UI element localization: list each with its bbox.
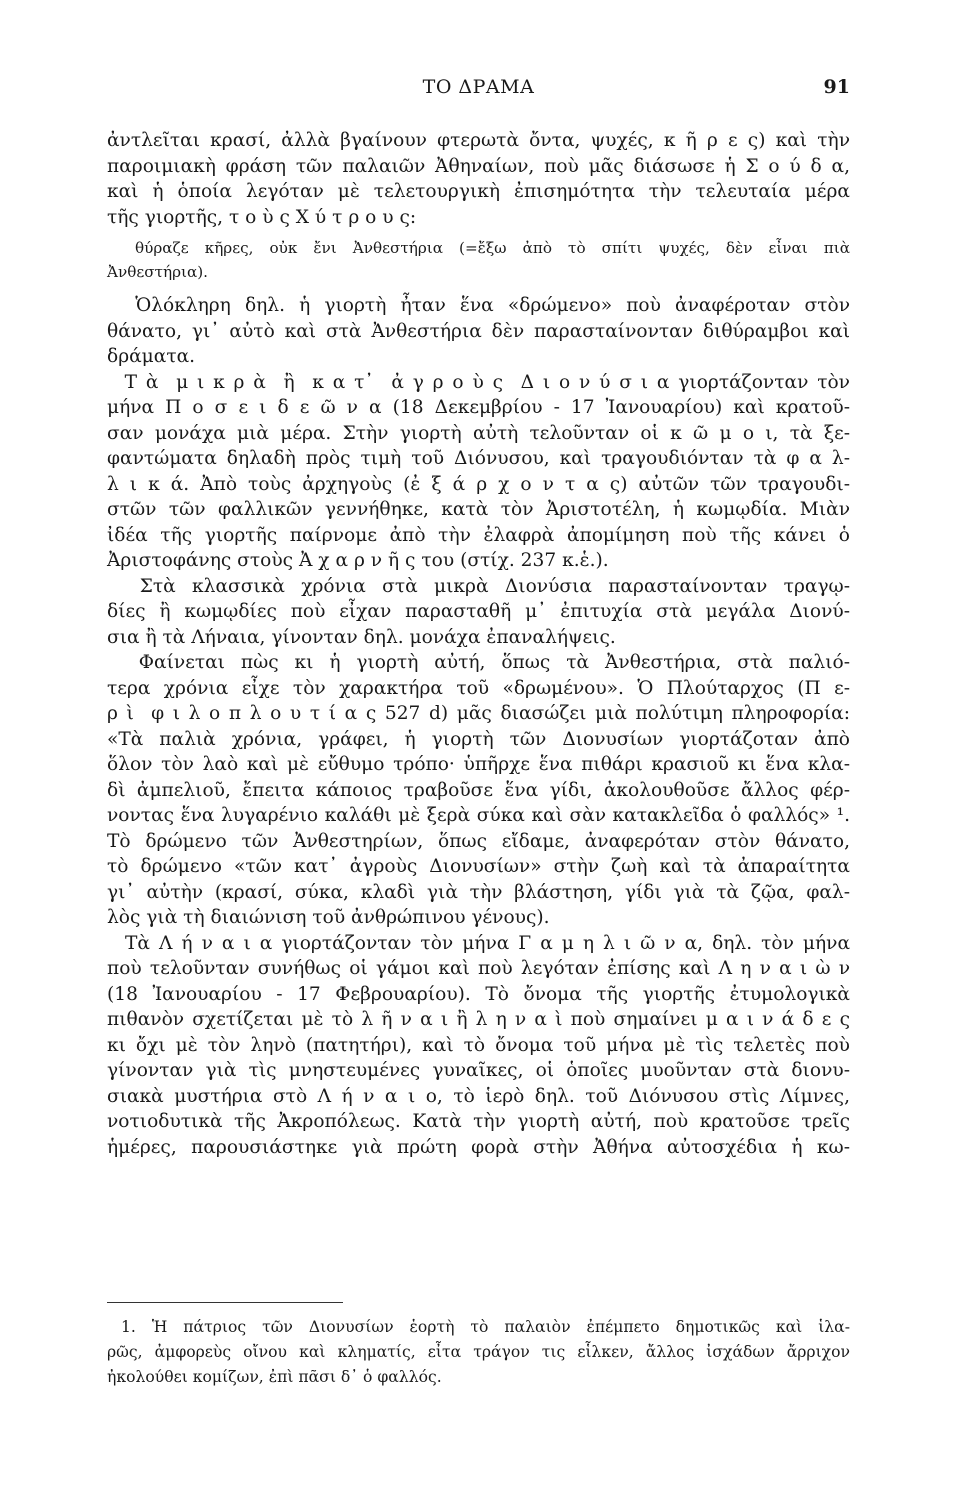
text-line: πιθανὸν σχετίζεται μὲ τὸ λ ῆ ν α ι ἢ λ η ν α ὶ ποὺ σημαίνει μ α ι ν ά δ ε ς [107, 1009, 850, 1030]
text-line: Τ ὰ μ ι κ ρ ὰ ἢ κ α τ᾽ ἀ γ ρ ο ὺ ς Δ ι ο ν ύ σ ι α γιορτάζονταν τὸν [107, 371, 850, 393]
text-line: ποὺ τελοῦνταν συνήθως οἱ γάμοι καὶ ποὺ λεγόταν ἐπίσης καὶ Λ η ν α ι ὼ ν [107, 958, 850, 979]
running-title: ΤΟ ΔΡΑΜΑ [422, 76, 535, 98]
text-line: Φαίνεται πὼς κι ἡ γιορτὴ αὐτή, ὅπως τὰ Ἀνθεστήρια, στὰ παλιό- [107, 652, 850, 673]
text-line: φαντώματα δηλαδὴ πρὸς τιμὴ τοῦ Διόνυσου, καὶ τραγουδιόνταν τὰ φ α λ- [107, 448, 850, 469]
text-line: ὅλον τὸν λαὸ καὶ μὲ εὔθυμο τρόπο· ὑπῆρχε ἕνα πιθάρι κρασιοῦ κι ἕνα κλα- [107, 754, 850, 775]
text-line: κι ὄχι μὲ τὸν ληνὸ (πατητήρι), καὶ τὸ ὄνομα τοῦ μήνα μὲ τὶς τελετὲς ποὺ [107, 1034, 850, 1056]
text-line: Τὰ Λ ή ν α ι α γιορτάζονταν τὸν μήνα Γ α μ η λ ι ῶ ν α, δηλ. τὸν μήνα [107, 932, 850, 954]
text-line: σαν μονάχα μιὰ μέρα. Στὴν γιορτὴ αὐτὴ τελοῦνταν οἱ κ ῶ μ ο ι, τὰ ξε- [107, 422, 850, 444]
page-number: 91 [823, 76, 850, 98]
text-line: νοτιοδυτικὰ τῆς Ἀκροπόλεως. Κατὰ τὴν γιορτὴ αὐτή, ποὺ κρατοῦσε τρεῖς [107, 1111, 850, 1132]
footnote-line: ἠκολούθει κομίζων, ἐπὶ πᾶσι δ᾽ ὁ φαλλός. [107, 1368, 442, 1386]
text-line: ρ ὶ φ ι λ ο π λ ο υ τ ί α ς 527 d) μᾶς διασώζει μιὰ πολύτιμη πληροφορία: [107, 703, 850, 724]
text-line: στῶν τῶν φαλλικῶν γεννήθηκε, κατὰ τὸν Ἀριστοτέλη, ἡ κωμῳδία. Μιὰν [107, 499, 850, 520]
footnote-line: 1. Ἡ πάτριος τῶν Διονυσίων ἑορτὴ τὸ παλαιὸν ἐπέμπετο δημοτικῶς καὶ ἱλα- [121, 1318, 850, 1336]
text-line: Ὁλόκληρη δηλ. ἡ γιορτὴ ἦταν ἕνα «δρώμενο» ποὺ ἀναφέροταν στὸν [107, 295, 850, 316]
text-line: (18 Ἰανουαρίου - 17 Φεβρουαρίου). Τὸ ὄνομα τῆς γιορτῆς ἐτυμολογικὰ [107, 983, 850, 1005]
text-line: λὸς γιὰ τὴ διαιώνιση τοῦ ἀνθρώπινου γένους). [107, 907, 550, 928]
text-line: σια ἢ τὰ Λήναια, γίνονταν δηλ. μονάχα ἐπαναλήψεις. [107, 626, 616, 648]
quote-line: θύραζε κῆρες, οὐκ ἔνι Ἀνθεστήρια (=ἔξω ἀπὸ τὸ σπίτι ψυχές, δὲν εἶναι πιὰ [135, 239, 850, 257]
text-line: δίες ἢ κωμῳδίες ποὺ εἶχαν παρασταθῆ μ᾽ ἐπιτυχία στὰ μεγάλα Διονύ- [107, 601, 850, 622]
quote-line: Ἀνθεστήρια). [107, 263, 208, 281]
footnote-line: ρῶς, ἀμφορεὺς οἴνου καὶ κληματίς, εἶτα τράγον τις εἷλκεν, ἄλλος ἰσχάδων ἄρριχον [107, 1343, 850, 1361]
body-text [107, 128, 850, 1160]
text-line: Τὸ δρώμενο τῶν Ἀνθεστηρίων, ὅπως εἴδαμε, ἀναφερόταν στὸν θάνατο, [107, 830, 850, 852]
text-line: νοντας ἕνα λυγαρένιο καλάθι μὲ ξερὰ σύκα καὶ σὰν κατακλεῖδα ὁ φαλλός» ¹. [107, 805, 850, 826]
text-line: τῆς γιορτῆς, τ ο ὺ ς Χ ύ τ ρ ο υ ς: [107, 206, 417, 228]
text-line: παροιμιακὴ φράση τῶν παλαιῶν Ἀθηναίων, ποὺ μᾶς διάσωσε ἡ Σ ο ύ δ α, [107, 155, 850, 177]
text-line: τὸ δρώμενο «τῶν κατ᾽ ἀγροὺς Διονυσίων» στὴν ζωὴ καὶ τὰ ἀπαραίτητα [107, 856, 850, 877]
text-line: γι᾽ αὐτὴν (κρασί, σύκα, κλαδὶ γιὰ τὴν βλάστηση, γίδι γιὰ τὰ ζῷα, φαλ- [107, 881, 850, 903]
footnote-divider [107, 1302, 343, 1303]
text-line: δὶ ἀμπελιοῦ, ἔπειτα κάποιος τραβοῦσε ἕνα γίδι, ἀκολουθοῦσε ἄλλος φέρ- [107, 779, 850, 801]
text-line: θάνατο, γι᾽ αὐτὸ καὶ στὰ Ἀνθεστήρια δὲν παρασταίνονταν διθύραμβοι καὶ [107, 320, 850, 342]
text-line: λ ι κ ά. Ἀπὸ τοὺς ἀρχηγοὺς (ἐ ξ ά ρ χ ο ν τ α ς) αὐτῶν τῶν τραγουδι- [107, 473, 850, 495]
text-line: Ἀριστοφάνης στοὺς Ἀ χ α ρ ν ῆ ς του (στίχ. 237 κ.ἑ.). [107, 550, 609, 571]
text-line: ἡμέρες, παρουσιάστηκε γιὰ πρώτη φορὰ στὴν Ἀθήνα αὐτοσχέδια ἡ κω- [107, 1136, 850, 1158]
text-line: γίνονταν γιὰ τὶς μνηστευμένες γυναῖκες, οἱ ὁποῖες μυοῦνταν στὰ διονυ- [107, 1060, 850, 1081]
text-line: τερα χρόνια εἶχε τὸν χαρακτήρα τοῦ «δρωμένου». Ὁ Πλούταρχος (Π ε- [107, 677, 850, 699]
text-line: δράματα. [107, 346, 196, 367]
text-line: μήνα Π ο σ ε ι δ ε ῶ ν α (18 Δεκεμβρίου - 17 Ἰανουαρίου) καὶ κρατοῦ- [107, 397, 850, 418]
text-line: σιακὰ μυστήρια στὸ Λ ή ν α ι ο, τὸ ἱερὸ δηλ. τοῦ Διόνυσου στὶς Λίμνες, [107, 1085, 850, 1107]
text-line: καὶ ἡ ὁποία λεγόταν μὲ τελετουργικὴ ἐπισημότητα τὴν τελευταία μέρα [107, 181, 850, 202]
text-line: «Τὰ παλιὰ χρόνια, γράφει, ἡ γιορτὴ τῶν Διονυσίων γιορτάζοταν ἀπὸ [107, 728, 850, 750]
text-line: ἀντλεῖται κρασί, ἀλλὰ βγαίνουν φτερωτὰ ὄντα, ψυχές, κ ῆ ρ ε ς) καὶ τὴν [107, 130, 850, 151]
running-header [107, 76, 850, 106]
footnotes [107, 1315, 850, 1390]
text-line: Στὰ κλασσικὰ χρόνια στὰ μικρὰ Διονύσια παρασταίνονταν τραγῳ- [107, 575, 850, 597]
text-line: ἰδέα τῆς γιορτῆς παίρνομε ἀπὸ τὴν ἐλαφρὰ ἀπομίμηση ποὺ τῆς κάνει ὁ [107, 524, 850, 546]
